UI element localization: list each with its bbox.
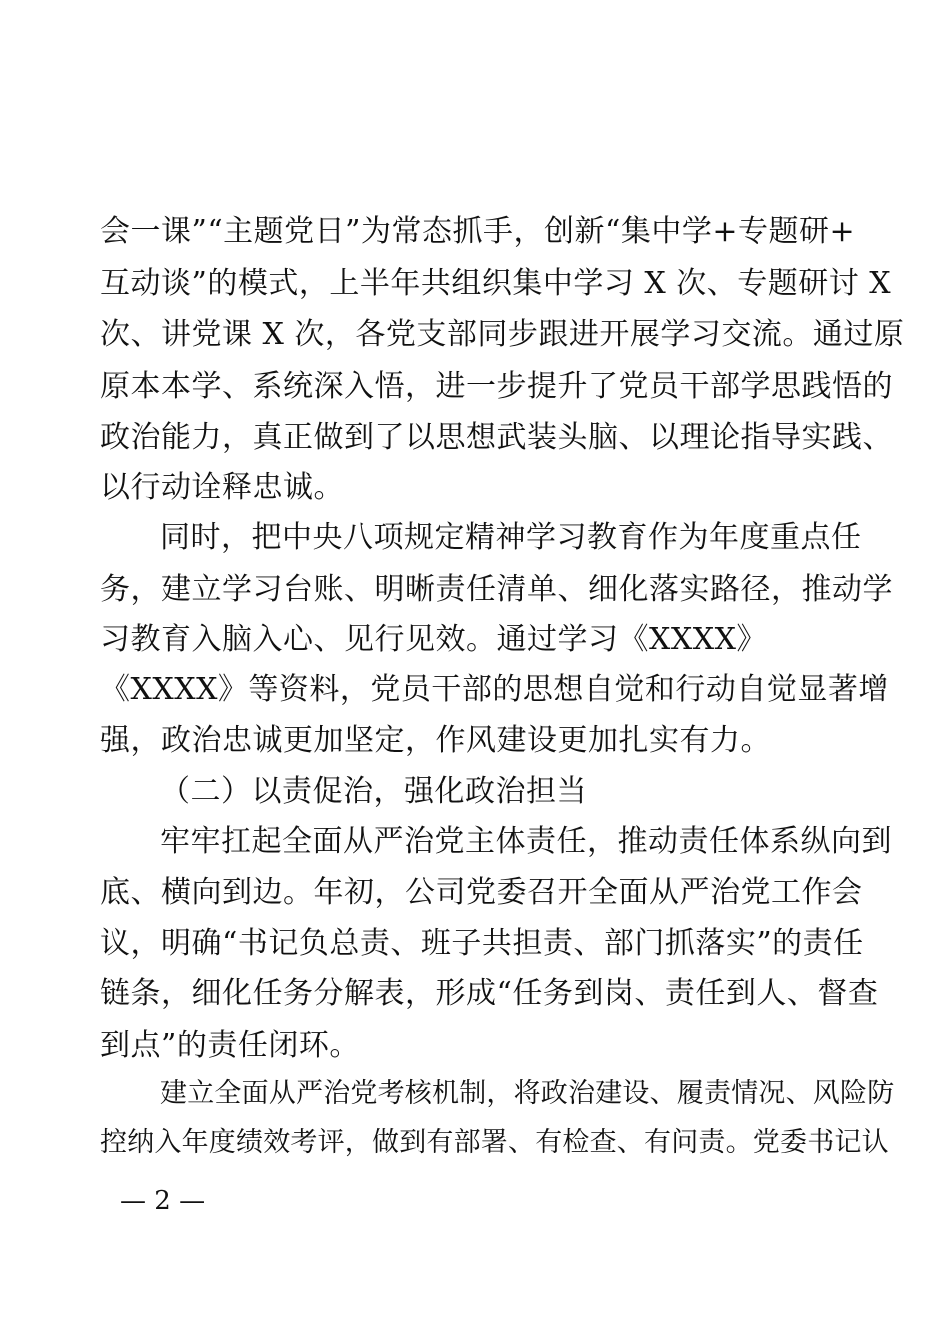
text-line: 政治能力，真正做到了以思想武装头脑、以理论指导实践、 [100, 420, 893, 455]
text-line: 建立全面从严治党考核机制，将政治建设、履责情况、风险防 [160, 1078, 895, 1109]
text-line: 习教育入脑入心、见行见效。通过学习《XXXX》 [100, 622, 767, 657]
text-line: 《XXXX》等资料，党员干部的思想自觉和行动自觉显著增 [100, 672, 889, 707]
text-line: 以行动诠释忠诚。 [100, 470, 344, 505]
text-line: 原本本学、系统深入悟，进一步提升了党员干部学思践悟的 [100, 369, 893, 404]
section-heading: （二）以责促治，强化政治担当 [160, 774, 587, 809]
text-line: 牢牢扛起全面从严治党主体责任，推动责任体系纵向到 [160, 824, 892, 859]
text-line: 互动谈”的模式，上半年共组织集中学习 X 次、专题研讨 X [100, 266, 892, 301]
text-line: 会一课”“主题党日”为常态抓手，创新“集中学+专题研+ [100, 214, 856, 249]
text-line: 链条，细化任务分解表，形成“任务到岗、责任到人、督查 [100, 976, 879, 1011]
page-number: — 2 — [120, 1186, 206, 1216]
text-line: 底、横向到边。年初，公司党委召开全面从严治党工作会 [100, 875, 863, 910]
text-line: 次、讲党课 X 次，各党支部同步跟进开展学习交流。通过原 [100, 317, 905, 352]
text-line: 强，政治忠诚更加坚定，作风建设更加扎实有力。 [100, 723, 771, 758]
text-line: 同时，把中央八项规定精神学习教育作为年度重点任 [160, 520, 862, 555]
text-line: 务，建立学习台账、明晰责任清单、细化落实路径，推动学 [100, 572, 893, 607]
text-line: 议，明确“书记负总责、班子共担责、部门抓落实”的责任 [100, 926, 864, 961]
text-line: 到点”的责任闭环。 [100, 1028, 360, 1063]
text-line: 控纳入年度绩效考评，做到有部署、有检查、有问责。党委书记认 [100, 1127, 889, 1158]
